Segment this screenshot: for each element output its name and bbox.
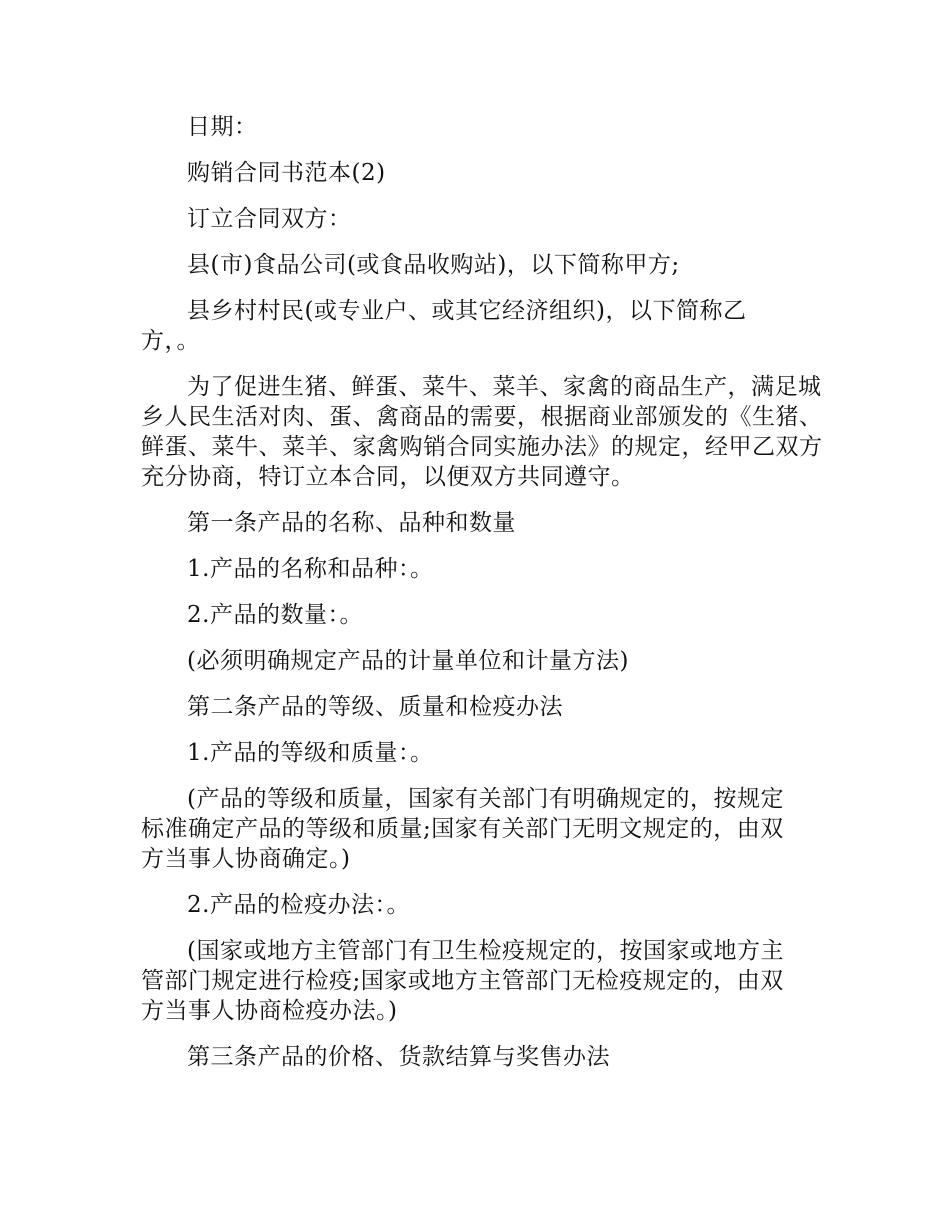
date-line: 日期： bbox=[187, 114, 258, 140]
party-b-line: 县乡村村民(或专业户、或其它经济组织)，以下简称乙方，。 bbox=[141, 298, 747, 354]
party-a-line: 县(市)食品公司(或食品收购站)，以下简称甲方; bbox=[187, 252, 680, 278]
preamble-paragraph: 为了促进生猪、鲜蛋、菜牛、菜羊、家禽的商品生产，满足城乡人民生活对肉、蛋、禽商品的需要，根据商业部颁发的《生猪、鲜蛋、菜牛、菜羊、家禽购销合同实施办法》的规定，经甲乙双方充分协商，特订立本合同，以便双方共同遵守。 bbox=[141, 374, 823, 490]
article-2-note-2: (国家或地方主管部门有卫生检疫规定的，按国家或地方主管部门规定进行检疫;国家或地方主管部门无检疫规定的，由双方当事人协商检疫办法。) bbox=[141, 938, 784, 1024]
article-2-item-2: 2.产品的检疫办法：。 bbox=[187, 892, 410, 918]
article-1-heading: 第一条产品的名称、品种和数量 bbox=[187, 510, 516, 536]
article-2-note-1: (产品的等级和质量，国家有关部门有明确规定的，按规定标准确定产品的等级和质量;国家有关部门无明文规定的，由双方当事人协商确定。) bbox=[141, 786, 784, 872]
document-body bbox=[141, 112, 831, 1088]
article-1-item-2: 2.产品的数量：。 bbox=[187, 602, 363, 628]
parties-heading: 订立合同双方： bbox=[187, 206, 352, 232]
article-3-heading: 第三条产品的价格、货款结算与奖售办法 bbox=[187, 1044, 610, 1070]
document-title: 购销合同书范本(2) bbox=[187, 160, 386, 186]
article-1-item-1: 1.产品的名称和品种：。 bbox=[187, 556, 434, 582]
article-2-item-1: 1.产品的等级和质量：。 bbox=[187, 740, 434, 766]
article-2-heading: 第二条产品的等级、质量和检疫办法 bbox=[187, 694, 563, 720]
article-1-note: (必须明确规定产品的计量单位和计量方法) bbox=[187, 648, 629, 674]
